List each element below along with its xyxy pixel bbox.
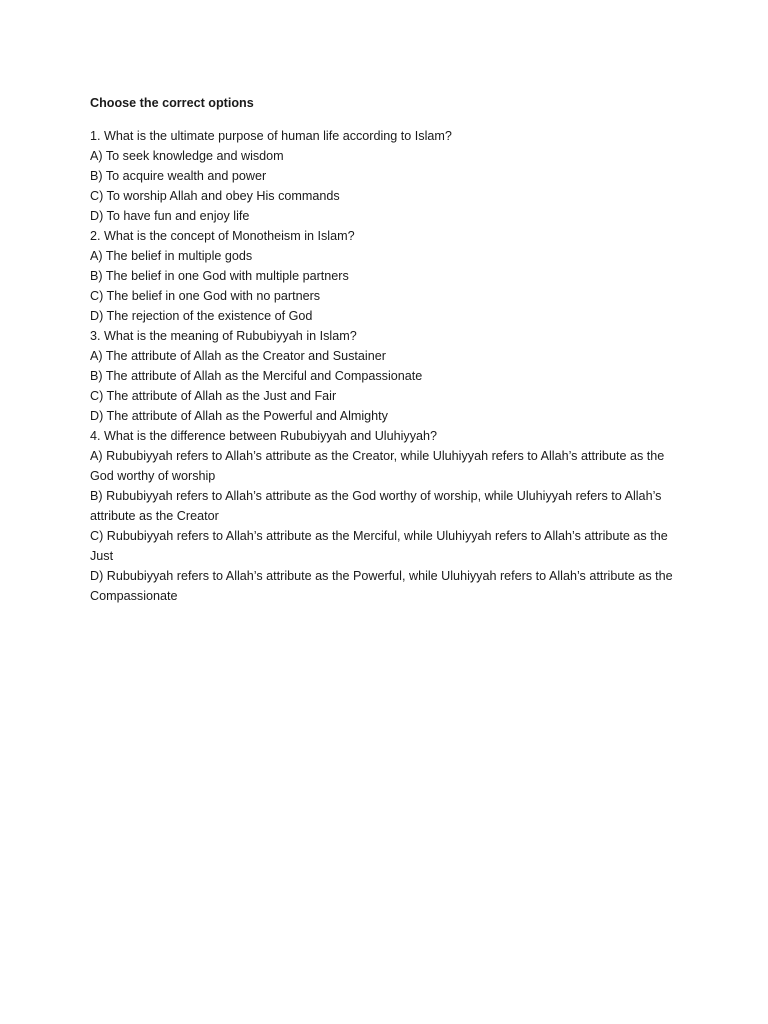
question-2: 2. What is the concept of Monotheism in Islam?: [90, 229, 355, 243]
document-page: [90, 93, 690, 606]
question-1: 1. What is the ultimate purpose of human life according to Islam?: [90, 129, 452, 143]
question-2-option-a: A) The belief in multiple gods: [90, 249, 253, 263]
question-1-option-c: C) To worship Allah and obey His commands: [90, 189, 340, 203]
question-4: 4. What is the difference between Rububiyyah and Uluhiyyah?: [90, 429, 438, 443]
question-3-option-d: D) The attribute of Allah as the Powerful and Almighty: [90, 409, 388, 423]
question-4-option-c: C) Rububiyyah refers to Allah’s attribute as the Merciful, while Uluhiyyah refers to Allah’s attribute as the Just: [90, 529, 668, 563]
question-3-option-b: B) The attribute of Allah as the Merciful and Compassionate: [90, 369, 423, 383]
question-1-option-a: A) To seek knowledge and wisdom: [90, 149, 284, 163]
question-4-option-b: B) Rububiyyah refers to Allah’s attribute as the God worthy of worship, while Uluhiyyah refers to Allah’s attribute as the Creator: [90, 489, 662, 523]
question-3-option-c: C) The attribute of Allah as the Just and Fair: [90, 389, 337, 403]
question-4-option-d: D) Rububiyyah refers to Allah’s attribute as the Powerful, while Uluhiyyah refers to Allah’s attribute as the Compassionate: [90, 569, 673, 603]
question-3: 3. What is the meaning of Rububiyyah in Islam?: [90, 329, 357, 343]
question-4-option-a: A) Rububiyyah refers to Allah’s attribute as the Creator, while Uluhiyyah refers to Allah’s attribute as the God worthy of worship: [90, 449, 665, 483]
question-2-option-c: C) The belief in one God with no partners: [90, 289, 321, 303]
question-2-option-d: D) The rejection of the existence of God: [90, 309, 313, 323]
question-2-option-b: B) The belief in one God with multiple partners: [90, 269, 349, 283]
question-3-option-a: A) The attribute of Allah as the Creator and Sustainer: [90, 349, 386, 363]
document-heading: Choose the correct options: [90, 96, 254, 110]
question-1-option-d: D) To have fun and enjoy life: [90, 209, 250, 223]
question-1-option-b: B) To acquire wealth and power: [90, 169, 267, 183]
